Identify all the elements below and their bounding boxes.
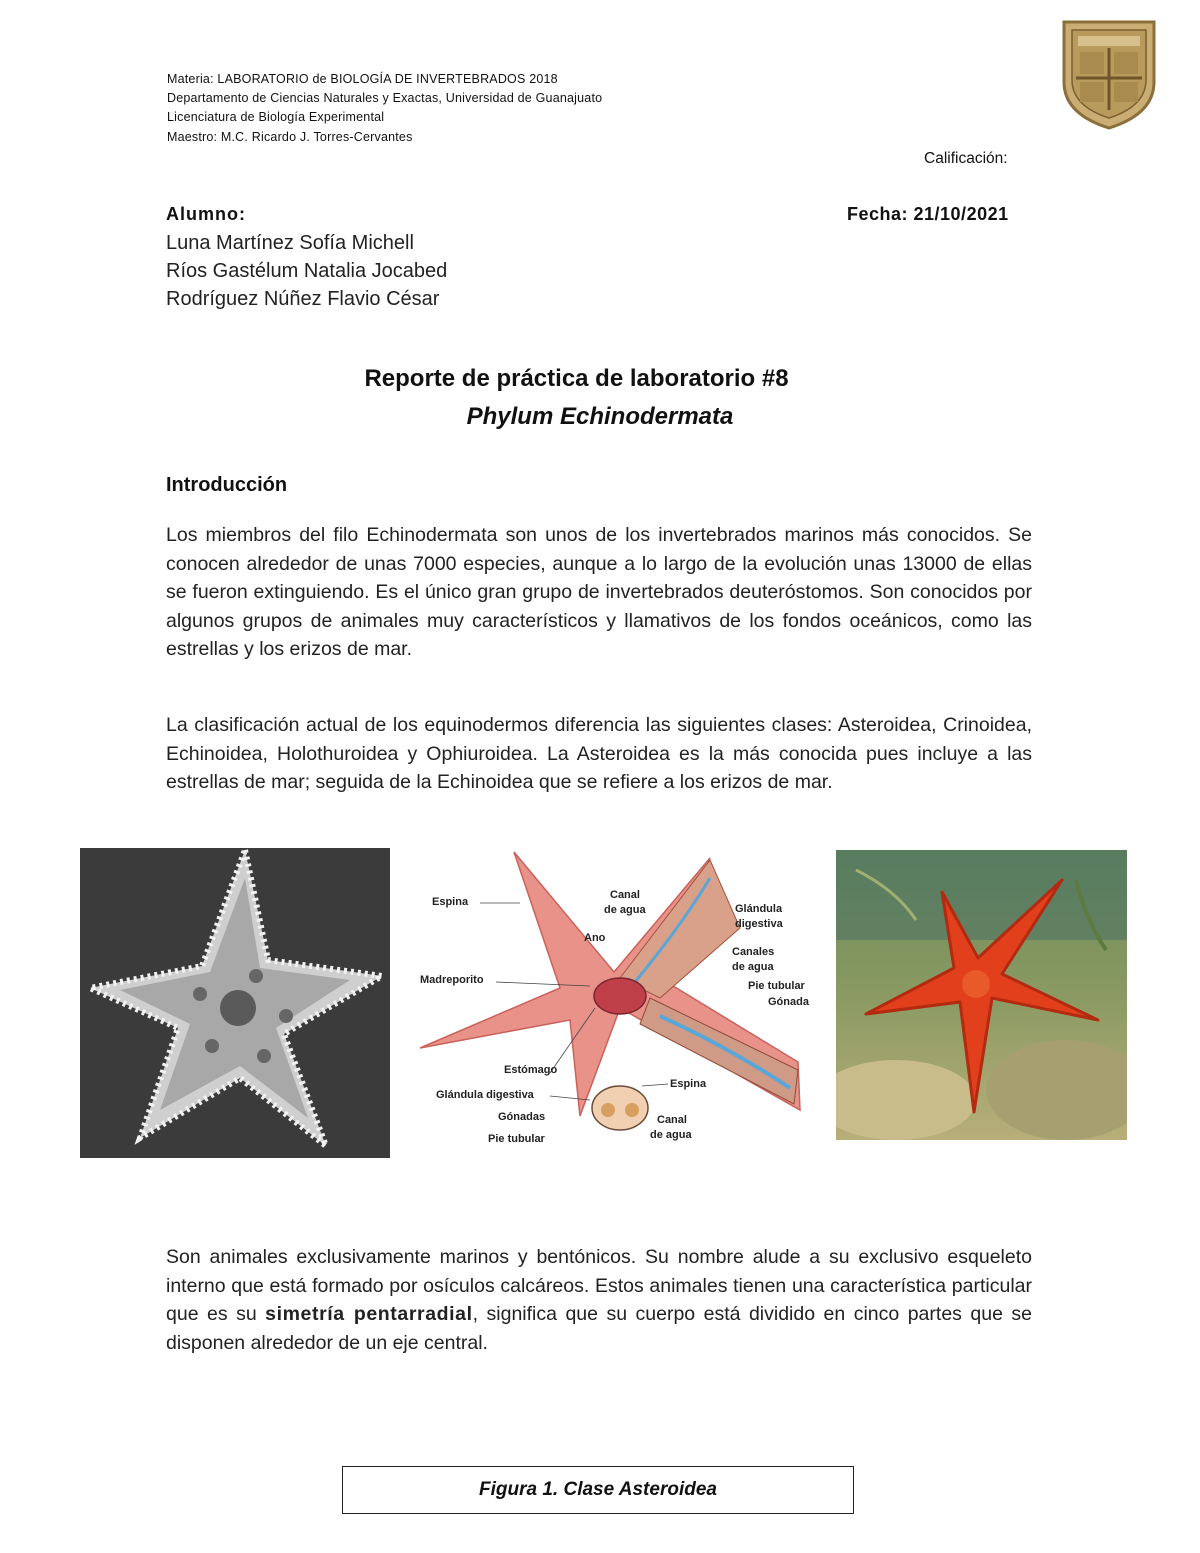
label-glandula-digestiva: Glándula digestiva bbox=[436, 1089, 534, 1101]
label-espina-2: Espina bbox=[670, 1078, 707, 1090]
figure-caption: Figura 1. Clase Asteroidea bbox=[479, 1479, 717, 1500]
student-label: Alumno: bbox=[166, 204, 246, 224]
report-subtitle: Phylum Echinodermata bbox=[466, 403, 734, 430]
body-text-a: Son animales exclusivamente marinos y bentónicos. Su nombre alude a su exclusivo esqueleto interno que está formado por osículos calcáreos. Estos animales tienen una característica particular que es su bbox=[166, 1246, 1032, 1326]
label-canal-agua-2: de agua bbox=[604, 904, 646, 916]
course-line: Materia: LABORATORIO de BIOLOGÍA DE INVERTEBRADOS 2018 bbox=[167, 72, 558, 86]
label-gonada: Gónada bbox=[768, 996, 809, 1008]
label-pie-tubular-2: Pie tubular bbox=[488, 1133, 545, 1145]
university-crest-logo bbox=[1058, 14, 1160, 132]
intro-paragraph-2: La clasificación actual de los equinodermos diferencia las siguientes clases: Asteroidea, Crinoidea, Echinoidea, Holothuroidea y Ophiuroidea. La Asteroidea es la más conocida pues incluye a las estrellas de mar; seguida de la Echinoidea que se refiere a los erizos de mar. bbox=[166, 714, 1032, 794]
label-canales: Canales bbox=[732, 946, 775, 958]
teacher-line: Maestro: M.C. Ricardo J. Torres-Cervantes bbox=[167, 130, 413, 144]
intro-paragraph-1: Los miembros del filo Echinodermata son unos de los invertebrados marinos más conocidos. Se conocen alrededor de unas 7000 especies, aunque a lo largo de la evolución unas 13000 de ellas se fueron extinguiendo. Es el único gran grupo de invertebrados deuteróstomos. Son conocidos por algunos grupos de animales muy característicos y llamativos de los fondos oceánicos, como las estrellas y los erizos de mar. bbox=[166, 524, 1032, 661]
label-espina: Espina bbox=[432, 896, 469, 908]
starfish-anatomy-diagram bbox=[410, 848, 820, 1153]
report-title: Reporte de práctica de laboratorio #8 bbox=[364, 365, 789, 392]
student-name: Luna Martínez Sofía Michell bbox=[166, 232, 414, 254]
date-label: Fecha: 21/10/2021 bbox=[847, 204, 1009, 224]
body-text-bold: simetría pentarradial bbox=[265, 1303, 473, 1326]
label-canales-2: de agua bbox=[732, 961, 774, 973]
body-paragraph bbox=[166, 1243, 1032, 1357]
label-canal-b: Canal bbox=[657, 1114, 687, 1126]
body-text-b: , significa que su cuerpo está dividido en cinco partes que se disponen alrededor de un eje central. bbox=[166, 1303, 1032, 1354]
grade-label: Calificación: bbox=[924, 150, 1008, 167]
department-line: Departamento de Ciencias Naturales y Exactas, Universidad de Guanajuato bbox=[167, 91, 603, 105]
student-name: Ríos Gastélum Natalia Jocabed bbox=[166, 260, 448, 282]
figure-caption-box bbox=[342, 1466, 854, 1514]
label-canal-agua: Canal bbox=[610, 889, 640, 901]
label-glandula-2: digestiva bbox=[735, 918, 783, 930]
label-gonadas: Gónadas bbox=[498, 1111, 546, 1123]
student-name: Rodríguez Núñez Flavio César bbox=[166, 288, 440, 310]
label-pie-tubular: Pie tubular bbox=[748, 980, 805, 992]
label-canal-b-2: de agua bbox=[650, 1129, 692, 1141]
label-glandula: Glándula bbox=[735, 903, 783, 915]
starfish-grayscale-photo bbox=[80, 848, 390, 1158]
label-ano: Ano bbox=[584, 932, 606, 944]
label-estomago: Estómago bbox=[504, 1064, 558, 1076]
degree-line: Licenciatura de Biología Experimental bbox=[167, 110, 385, 124]
red-starfish-photo bbox=[836, 850, 1127, 1140]
label-madreporito: Madreporito bbox=[420, 974, 484, 986]
intro-heading: Introducción bbox=[166, 474, 288, 496]
